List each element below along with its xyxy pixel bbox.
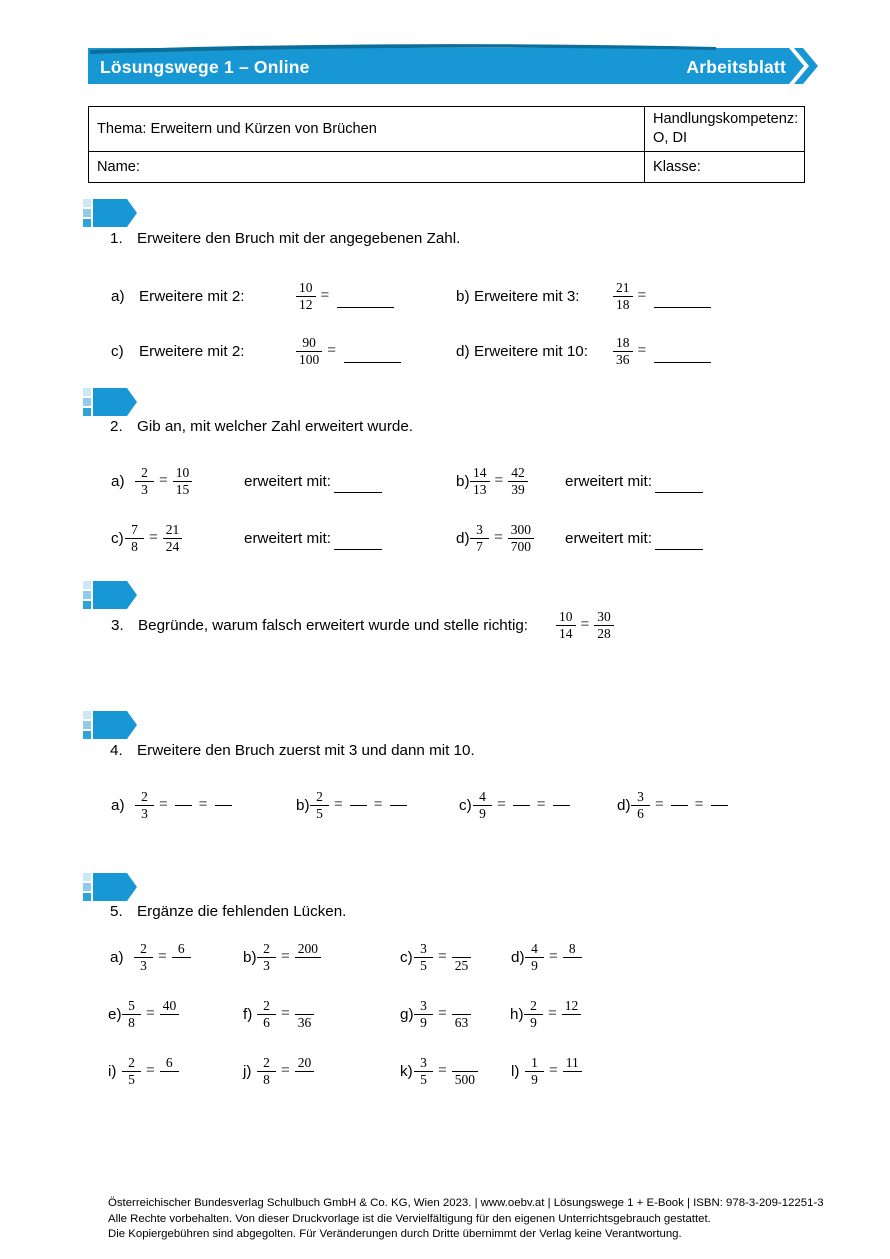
fraction: $\frac{2}{3}$ bbox=[135, 465, 154, 498]
answer-blank bbox=[344, 362, 401, 363]
exercise1-number: 1. bbox=[110, 230, 123, 247]
answer-blank bbox=[334, 549, 382, 550]
fraction: $\frac{2}{3}$ bbox=[135, 789, 154, 822]
ex2-item-c-answer: erweitert mit: bbox=[244, 518, 382, 558]
ex2-item-a-answer: erweitert mit: bbox=[244, 461, 382, 501]
info-table bbox=[88, 106, 805, 183]
answer-blank bbox=[337, 307, 394, 308]
ex1-item-a-prompt: a) Erweitere mit 2: bbox=[111, 287, 245, 305]
task-icon bbox=[83, 711, 137, 739]
ex2-item-c: c) $\frac{7}{8}$ = $\frac{21}{24}$ bbox=[111, 518, 182, 558]
fraction: $\frac{10}{15}$ bbox=[173, 465, 193, 498]
fraction: $\frac{10}{14}$ bbox=[556, 609, 576, 642]
fraction: $\frac{2}{3}$ bbox=[134, 941, 153, 974]
fraction: $\frac{3}{9}$ bbox=[414, 998, 433, 1031]
answer-blank bbox=[655, 492, 703, 493]
exercise3-number: 3. bbox=[111, 616, 124, 634]
ex5-item-i: i) $\frac{2}{5}$ = 6 bbox=[108, 1051, 179, 1091]
ex3-fraction-equation: $\frac{10}{14}$ = $\frac{30}{28}$ bbox=[556, 605, 614, 645]
exercise4-title: 4. Erweitere den Bruch zuerst mit 3 und dann mit 10. bbox=[110, 742, 475, 759]
fraction: $\frac{2}{9}$ bbox=[524, 998, 543, 1031]
fraction: $\frac{4}{9}$ bbox=[473, 789, 492, 822]
empty-fraction-bar bbox=[390, 805, 407, 806]
footer bbox=[108, 1196, 824, 1243]
ex2-item-b-answer: erweitert mit: bbox=[565, 461, 703, 501]
banner-text bbox=[88, 52, 798, 82]
fraction: $\frac{3}{5}$ bbox=[414, 941, 433, 974]
thema-cell: Thema: Erweitern und Kürzen von Brüchen bbox=[89, 107, 645, 152]
fraction-partial: 500 bbox=[452, 1055, 478, 1088]
ex2-item-a: a) $\frac{2}{3}$ = $\frac{10}{15}$ bbox=[111, 461, 192, 501]
empty-fraction-bar bbox=[553, 805, 570, 806]
fraction: $\frac{21}{24}$ bbox=[163, 522, 183, 555]
exercise3-title: 3. Begründe, warum falsch erweitert wurde und stelle richtig: bbox=[111, 616, 528, 634]
ex1-item-c-fraction: $\frac{90}{100}$ = bbox=[296, 331, 401, 371]
header-badge: Arbeitsblatt bbox=[686, 56, 786, 77]
fraction: $\frac{1}{9}$ bbox=[525, 1055, 544, 1088]
fraction: $\frac{10}{12}$ bbox=[296, 280, 316, 313]
ex5-item-b: b) $\frac{2}{3}$ = 200 bbox=[243, 937, 321, 977]
ex5-item-g: g) $\frac{3}{9}$ = 63 bbox=[400, 994, 471, 1034]
answer-blank bbox=[334, 492, 382, 493]
fraction-partial: 6 bbox=[172, 941, 191, 974]
fraction: $\frac{300}{700}$ bbox=[508, 522, 534, 555]
answer-blank bbox=[654, 362, 711, 363]
kompetenz-cell: Handlungskompetenz: O, DI bbox=[645, 107, 805, 152]
fraction: $\frac{42}{39}$ bbox=[508, 465, 528, 498]
fraction-partial: 20 bbox=[295, 1055, 315, 1088]
ex1-item-a-fraction: $\frac{10}{12}$ = bbox=[296, 276, 394, 316]
ex2-item-b: b) $\frac{14}{13}$ = $\frac{42}{39}$ bbox=[456, 461, 528, 501]
fraction-partial: 11 bbox=[563, 1055, 582, 1088]
ex1-item-b-prompt: b) Erweitere mit 3: bbox=[456, 287, 580, 305]
fraction: $\frac{5}{8}$ bbox=[122, 998, 141, 1031]
fraction-partial: 8 bbox=[563, 941, 582, 974]
page-title: Lösungswege 1 – Online bbox=[100, 56, 310, 77]
ex4-item-c: c) $\frac{4}{9}$ = = bbox=[459, 785, 572, 825]
exercise5-title: 5. Ergänze die fehlenden Lücken. bbox=[110, 903, 347, 920]
exercise4-number: 4. bbox=[110, 742, 123, 759]
fraction: $\frac{30}{28}$ bbox=[594, 609, 614, 642]
ex5-item-l: l) $\frac{1}{9}$ = 11 bbox=[511, 1051, 582, 1091]
footer-line-1: Österreichischer Bundesverlag Schulbuch GmbH & Co. KG, Wien 2023. | www.oebv.at | Lösungswege 1 + E-Book | ISBN: 978-3-209-12251-3 bbox=[108, 1197, 824, 1209]
footer-line-2: Alle Rechte vorbehalten. Von dieser Druckvorlage ist die Vervielfältigung für den eigenen Unterrichtsgebrauch gestattet. bbox=[108, 1212, 711, 1225]
ex4-item-b: b) $\frac{2}{5}$ = = bbox=[296, 785, 409, 825]
ex5-item-e: e) $\frac{5}{8}$ = 40 bbox=[108, 994, 179, 1034]
footer-line-3: Die Kopiergebühren sind abgegolten. Für Veränderungen durch Dritte übernimmt der Verlag keine Verantwortung. bbox=[108, 1228, 682, 1241]
fraction-partial: 36 bbox=[295, 998, 315, 1031]
ex1-item-d-prompt: d) Erweitere mit 10: bbox=[456, 342, 588, 360]
ex5-item-k: k) $\frac{3}{5}$ = 500 bbox=[400, 1051, 478, 1091]
ex2-item-d: d) $\frac{3}{7}$ = $\frac{300}{700}$ bbox=[456, 518, 534, 558]
klasse-cell: Klasse: bbox=[645, 152, 805, 183]
fraction-partial: 200 bbox=[295, 941, 321, 974]
task-icon bbox=[83, 388, 137, 416]
ex5-item-h: h) $\frac{2}{9}$ = 12 bbox=[510, 994, 581, 1034]
answer-blank bbox=[655, 549, 703, 550]
fraction: $\frac{90}{100}$ bbox=[296, 335, 322, 368]
empty-fraction-bar bbox=[175, 805, 192, 806]
exercise1-title: 1. Erweitere den Bruch mit der angegebenen Zahl. bbox=[110, 230, 461, 247]
ex1-item-b-fraction: $\frac{21}{18}$ = bbox=[613, 276, 711, 316]
ex4-item-a: a) $\frac{2}{3}$ = = bbox=[111, 785, 234, 825]
empty-fraction-bar bbox=[671, 805, 688, 806]
fraction: $\frac{18}{36}$ bbox=[613, 335, 633, 368]
fraction: $\frac{2}{6}$ bbox=[257, 998, 276, 1031]
exercise5-number: 5. bbox=[110, 903, 123, 920]
ex4-item-d: d) $\frac{3}{6}$ = = bbox=[617, 785, 730, 825]
fraction: $\frac{3}{5}$ bbox=[414, 1055, 433, 1088]
fraction-partial: 40 bbox=[160, 998, 180, 1031]
exercise2-title: 2. Gib an, mit welcher Zahl erweitert wurde. bbox=[110, 418, 414, 435]
task-icon bbox=[83, 199, 137, 227]
ex2-item-d-answer: erweitert mit: bbox=[565, 518, 703, 558]
fraction-partial: 25 bbox=[452, 941, 472, 974]
empty-fraction-bar bbox=[350, 805, 367, 806]
ex5-item-d: d) $\frac{4}{9}$ = 8 bbox=[511, 937, 582, 977]
fraction: $\frac{2}{8}$ bbox=[257, 1055, 276, 1088]
exercise2-number: 2. bbox=[110, 418, 123, 435]
fraction: $\frac{21}{18}$ bbox=[613, 280, 633, 313]
name-cell: Name: bbox=[89, 152, 645, 183]
fraction-partial: 6 bbox=[160, 1055, 179, 1088]
fraction: $\frac{2}{5}$ bbox=[122, 1055, 141, 1088]
fraction: $\frac{14}{13}$ bbox=[470, 465, 490, 498]
ex5-item-c: c) $\frac{3}{5}$ = 25 bbox=[400, 937, 471, 977]
ex5-item-a: a) $\frac{2}{3}$ = 6 bbox=[110, 937, 191, 977]
fraction: $\frac{2}{5}$ bbox=[310, 789, 329, 822]
empty-fraction-bar bbox=[711, 805, 728, 806]
ex1-item-d-fraction: $\frac{18}{36}$ = bbox=[613, 331, 711, 371]
ex5-item-j: j) $\frac{2}{8}$ = 20 bbox=[243, 1051, 314, 1091]
fraction-partial: 12 bbox=[562, 998, 582, 1031]
ex5-item-f: f) $\frac{2}{6}$ = 36 bbox=[243, 994, 314, 1034]
fraction: $\frac{3}{7}$ bbox=[470, 522, 489, 555]
answer-blank bbox=[654, 307, 711, 308]
ex1-item-c-prompt: c) Erweitere mit 2: bbox=[111, 342, 245, 360]
empty-fraction-bar bbox=[513, 805, 530, 806]
fraction-partial: 63 bbox=[452, 998, 472, 1031]
fraction: $\frac{7}{8}$ bbox=[125, 522, 144, 555]
empty-fraction-bar bbox=[215, 805, 232, 806]
fraction: $\frac{3}{6}$ bbox=[631, 789, 650, 822]
fraction: $\frac{2}{3}$ bbox=[257, 941, 276, 974]
task-icon bbox=[83, 873, 137, 901]
fraction: $\frac{4}{9}$ bbox=[525, 941, 544, 974]
